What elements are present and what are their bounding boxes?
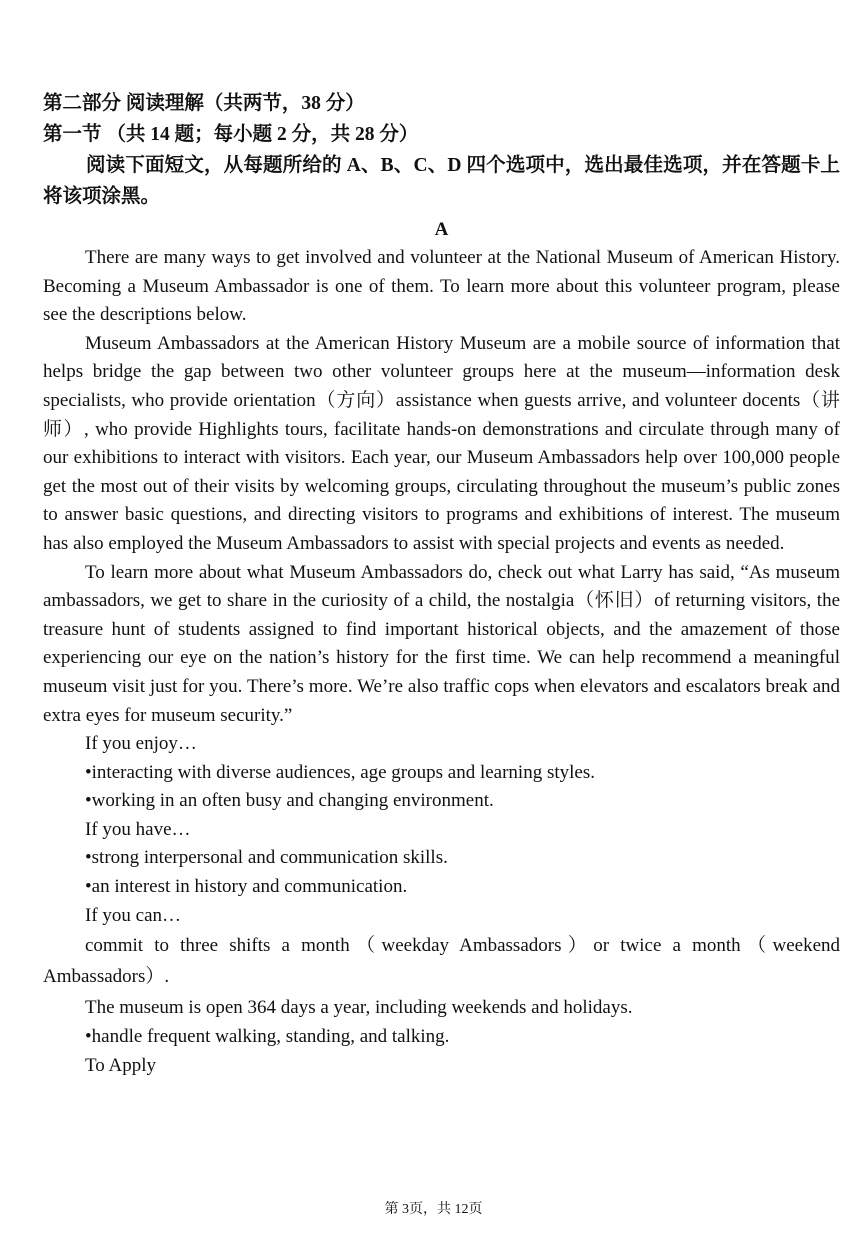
page-number: 第 3页，共 12页 bbox=[384, 1202, 483, 1217]
paragraph: To learn more about what Museum Ambassadors do, check out what Larry has said, “As museum ambassadors, we get to share in the curiosity of a child, the nostalgia（怀旧）of returning visitors, the treasure hunt of students assigned to find important historical objects, and the amazement of those experiencing our eye on the nation’s history for the first time. We can help recommend a meaningful museum visit just for you. There’s more. We’re also traffic cops when elevators and escalators break and extra eyes for museum security.” bbox=[43, 561, 840, 726]
commit-paragraph: commit to three shifts a month（weekday Ambassadors）or twice a month（weekend Ambassadors）. bbox=[43, 935, 840, 988]
list-line: •an interest in history and communication. bbox=[85, 876, 408, 898]
paragraph: There are many ways to get involved and volunteer at the National Museum of American History. Becoming a Museum Ambassador is one of them. To learn more about this volunteer program, please see the descriptions below. bbox=[43, 247, 840, 326]
passage-letter: A bbox=[434, 219, 449, 240]
list-line: •strong interpersonal and communication skills. bbox=[85, 847, 448, 869]
list-line: •interacting with diverse audiences, age groups and learning styles. bbox=[85, 761, 595, 783]
instructions: 阅读下面短文，从每题所给的 A、B、C、D 四个选项中，选出最佳选项，并在答题卡上将该项涂黑。 bbox=[43, 155, 840, 207]
list-line: •working in an often busy and changing environment. bbox=[85, 790, 494, 812]
list-line: The museum is open 364 days a year, including weekends and holidays. bbox=[85, 997, 633, 1019]
list-line: To Apply bbox=[85, 1054, 156, 1076]
section-title: 第一节 （共 14 题；每小题 2 分，共 28 分） bbox=[43, 124, 419, 145]
exam-page bbox=[43, 88, 840, 1080]
part-title: 第二部分 阅读理解（共两节，38 分） bbox=[43, 93, 365, 114]
list-line: If you can… bbox=[85, 904, 182, 926]
list-line: If you have… bbox=[85, 818, 191, 840]
paragraph: Museum Ambassadors at the American History Museum are a mobile source of information that helps bridge the gap between two other volunteer groups here at the museum—information desk specialists, who provide orientation（方向）assistance when guests arrive, and volunteer docents（讲师）, who provide Highlights tours, facilitate hands-on demonstrations and circulate through many of our exhibitions to interact with visitors. Each year, our Museum Ambassadors help over 100,000 people get the most out of their visits by welcoming groups, circulating throughout the museum’s public zones to answer basic questions, and directing visitors to programs and exhibitions of interest. The museum has also employed the Museum Ambassadors to assist with special projects and events as needed. bbox=[43, 332, 840, 554]
list-line: •handle frequent walking, standing, and talking. bbox=[85, 1026, 450, 1048]
list-line: If you enjoy… bbox=[85, 733, 197, 755]
